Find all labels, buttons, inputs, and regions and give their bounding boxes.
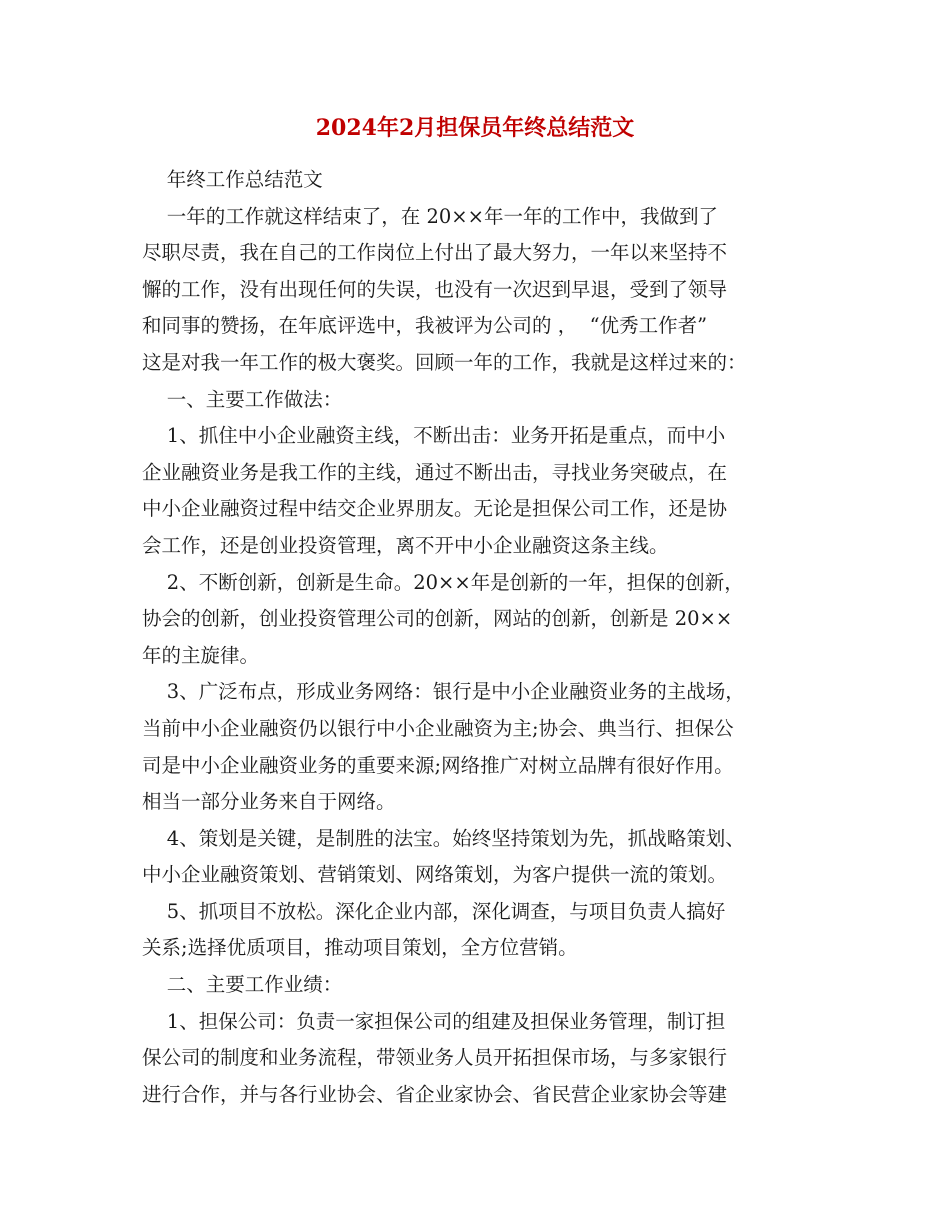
body-line: 司是中小企业融资业务的重要来源;网络推广对树立品牌有很好作用。 xyxy=(142,753,734,777)
body-line: 1、抓住中小企业融资主线，不断出击：业务开拓是重点，而中小 xyxy=(142,424,726,448)
body-line: 当前中小企业融资仍以银行中小企业融资为主;协会、典当行、担保公 xyxy=(142,716,734,740)
body-line: 关系;选择优质项目，推动项目策划，全方位营销。 xyxy=(142,936,578,960)
body-line: 尽职尽责，我在自己的工作岗位上付出了最大努力，一年以来坚持不 xyxy=(142,241,728,265)
body-line: 一、主要工作做法： xyxy=(142,387,343,411)
body-line: 企业融资业务是我工作的主线，通过不断出击，寻找业务突破点，在 xyxy=(142,460,728,484)
body-line: 年的主旋律。 xyxy=(142,643,260,667)
body-line: 年终工作总结范文 xyxy=(142,168,323,191)
body-line: 一年的工作就这样结束了，在 20××年一年的工作中，我做到了 xyxy=(142,204,718,228)
document-body xyxy=(142,162,832,1113)
body-line: 保公司的制度和业务流程，带领业务人员开拓担保市场，与多家银行 xyxy=(142,1046,728,1070)
body-line: 1、担保公司：负责一家担保公司的组建及担保业务管理，制订担 xyxy=(142,1009,726,1033)
body-line: 中小企业融资过程中结交企业界朋友。无论是担保公司工作，还是协 xyxy=(142,497,728,521)
body-line: 二、主要工作业绩： xyxy=(142,973,343,997)
body-line: 会工作，还是创业投资管理，离不开中小企业融资这条主线。 xyxy=(142,533,669,557)
document-title: 2024年2月担保员年终总结范文 xyxy=(315,115,635,141)
body-line: 2、不断创新，创新是生命。20××年是创新的一年，担保的创新， xyxy=(142,570,744,594)
body-line: 和同事的赞扬，在年底评选中，我被评为公司的 ， “优秀工作者” xyxy=(142,314,708,338)
body-line: 这是对我一年工作的极大褒奖。回顾一年的工作，我就是这样过来的： xyxy=(142,350,747,374)
body-line: 中小企业融资策划、营销策划、网络策划，为客户提供一流的策划。 xyxy=(142,863,728,887)
body-line: 进行合作，并与各行业协会、省企业家协会、省民营企业家协会等建 xyxy=(142,1082,728,1106)
body-line: 协会的创新，创业投资管理公司的创新，网站的创新，创新是 20×× xyxy=(142,607,733,631)
body-line: 相当一部分业务来自于网络。 xyxy=(142,790,396,814)
body-line: 5、抓项目不放松。深化企业内部，深化调查，与项目负责人搞好 xyxy=(142,899,726,923)
body-line: 懈的工作，没有出现任何的失误，也没有一次迟到早退，受到了领导 xyxy=(142,277,728,301)
body-line: 4、策划是关键，是制胜的法宝。始终坚持策划为先，抓战略策划、 xyxy=(142,826,745,850)
body-line: 3、广泛布点，形成业务网络：银行是中小企业融资业务的主战场， xyxy=(142,680,745,704)
